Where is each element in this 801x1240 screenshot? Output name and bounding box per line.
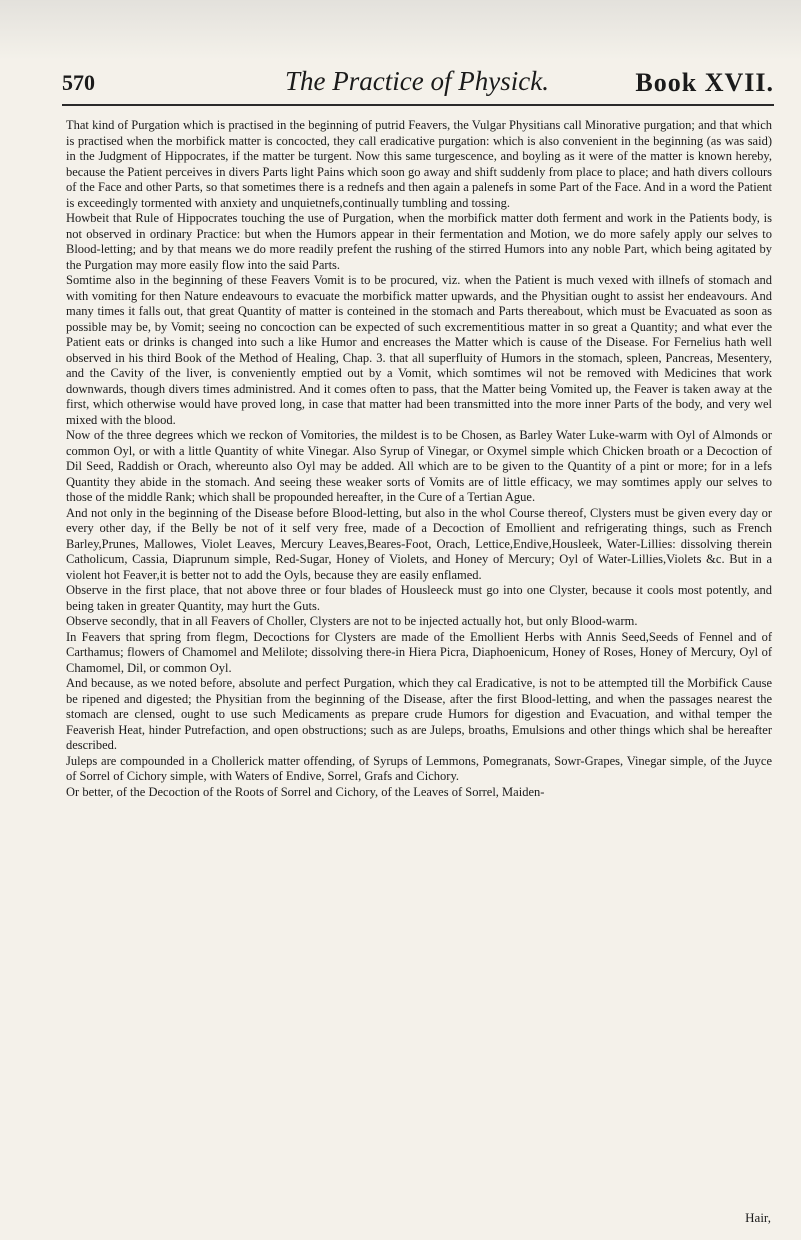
book-label: Book XVII. <box>635 68 774 97</box>
paragraph: Observe secondly, that in all Feavers of Choller, Clysters are not to be injected actually hot, but only Blood-warm. <box>66 614 638 628</box>
page-number: 570 <box>62 70 95 95</box>
body-text <box>66 118 772 800</box>
paragraph: Now of the three degrees which we reckon of Vomitories, the mildest is to be Chosen, as Barley Water Luke-warm with Oyl of Almonds or common Oyl, or with a little Quantity of white Vinegar. Also Syrup of Vinegar, or Oxymel simple which Chicken broath or a Decoction of Dil Seed, Raddish or Orach, whereunto also Oyl may be added. All which are to be given to the Quantity of a pint or more; for in a lefs Quantity they abide in the stomach. And seeing these weaker sorts of Vomits are of little efficacy, we may somtimes apply our selves to those of the middle Rank; which shall be propounded hereafter, in the Cure of a Tertian Ague. <box>66 428 772 504</box>
paragraph: Howbeit that Rule of Hippocrates touching the use of Purgation, when the morbifick matter doth ferment and work in the Patients body, is not observed in ordinary Practice: but when the Humors appear in their fermentation and Motion, we do more safely apply our selves to Blood-letting; and by that means we do more readily prefent the rushing of the stirred Humors into any noble Part, which being agitated by the Purgation may more easily flow into the said Parts. <box>66 211 772 272</box>
paragraph: And not only in the beginning of the Disease before Blood-letting, but also in the whol Course thereof, Clysters must be given every day or every other day, if the Belly be not of it self very free, made of a Decoction of Emollient and refrigerating things, such as French Barley,Prunes, Mallowes, Violet Leaves, Mercury Leaves,Beares-Foot, Orach, Lettice,Endive,Housleek, Water-Lillies: dissolving therein Catholicum, Cassia, Diaprunum simple, Red-Sugar, Honey of Violets, and Honey of Mercury; Oyl of Water-Lillies,Violets &c. But in a violent hot Feaver,it is better not to add the Oyls, because they are easily enflamed. <box>66 505 772 582</box>
paragraph: Juleps are compounded in a Chollerick matter offending, of Syrups of Lemmons, Pomegranats, Sowr-Grapes, Vinegar simple, of the Juyce of Sorrel of Cichory simple, with Waters of Endive, Sorrel, Grafs and Cichory. <box>66 753 772 783</box>
catchword: Hair, <box>745 1210 771 1225</box>
running-head: The Practice of Physick. <box>285 66 549 96</box>
paragraph: Somtime also in the beginning of these Feavers Vomit is to be procured, viz. when the Patient is much vexed with illnefs of stomach and with vomiting for then Nature endeavours to evacuate the morbifick matter upwards, and the Physitian ought to assist her endeavours. And many times it falls out, that great Quantity of matter is conteined in the stomach and Parts thereabout, which must be Evacuated as soon as possible may be, by Vomit; seeing no concoction can be expected of such excrementitious matter in so great a Quantity; and what ever the Patient eats or drinks is changed into such a like Humor and encreases the Matter which is cause of the Disease. For Fernelius hath well observed in his third Book of the Method of Healing, Chap. 3. that all superfluity of Humors in the stomach, spleen, Pancreas, Mesentery, and the Cavity of the liver, is conveniently emptied out by a Vomit, which somtimes wil not be removed with Medicines that work downwards, though divers times administred. And it comes often to pass, that the Matter being Vomited up, the Feaver is taken away at the first, which otherwise would have proved long, in case that matter had been transmitted into the more inner Parts of the body, and very wel mixed with the blood. <box>66 273 772 427</box>
header-rule <box>62 104 774 106</box>
scan-margin <box>0 0 801 60</box>
paragraph: Or better, of the Decoction of the Roots of Sorrel and Cichory, of the Leaves of Sorrel, Maiden- <box>66 784 545 799</box>
paragraph: In Feavers that spring from flegm, Decoctions for Clysters are made of the Emollient Herbs with Annis Seed,Seeds of Fennel and of Carthamus; flowers of Chamomel and Melilote; dissolving there-in Hiera Picra, Diaphoenicum, Honey of Roses, Honey of Mercury, Oyl of Chamomel, Dil, or common Oyl. <box>66 629 772 675</box>
paragraph: Observe in the first place, that not above three or four blades of Housleeck must go into one Clyster, because it cools most potently, and being taken in greater Quantity, may hurt the Guts. <box>66 583 772 613</box>
page-header <box>62 66 774 102</box>
paragraph: And because, as we noted before, absolute and perfect Purgation, which they cal Eradicative, is not to be attempted till the Morbifick Cause be ripened and digested; the Physitian from the beginning of the Disease, after the first Blood-letting, and when the passages nearest the stomach are clensed, ought to use such Medicaments as prepare crude Humors for digestion and Evacuation, and withal temper the Feaverish Heat, hinder Putrefaction, and open obstructions; such as are Juleps, broaths, Emulsions and other things which shal be hereafter described. <box>66 676 772 752</box>
paragraph: That kind of Purgation which is practised in the beginning of putrid Feavers, the Vulgar Physitians call Minorative purgation; and that which is practised when the morbifick matter is concocted, they call eradicative purgation: which is also convenient in the beginning (as was said) in the Judgment of Hippocrates, if the matter be turgent. Now this same turgescence, and boyling as it were of the matter is known hereby, because the Patient perceives in divers Parts light Pains which soon go away and shift suddenly from place to place; and hath divers collours of the Face and other Parts, so that sometimes there is a rednefs and then again a palenefs in some Part of the Face. And in a word the Patient is exceedingly tormented with anxiety and unquietnefs,continually tumbling and tossing. <box>66 118 772 210</box>
